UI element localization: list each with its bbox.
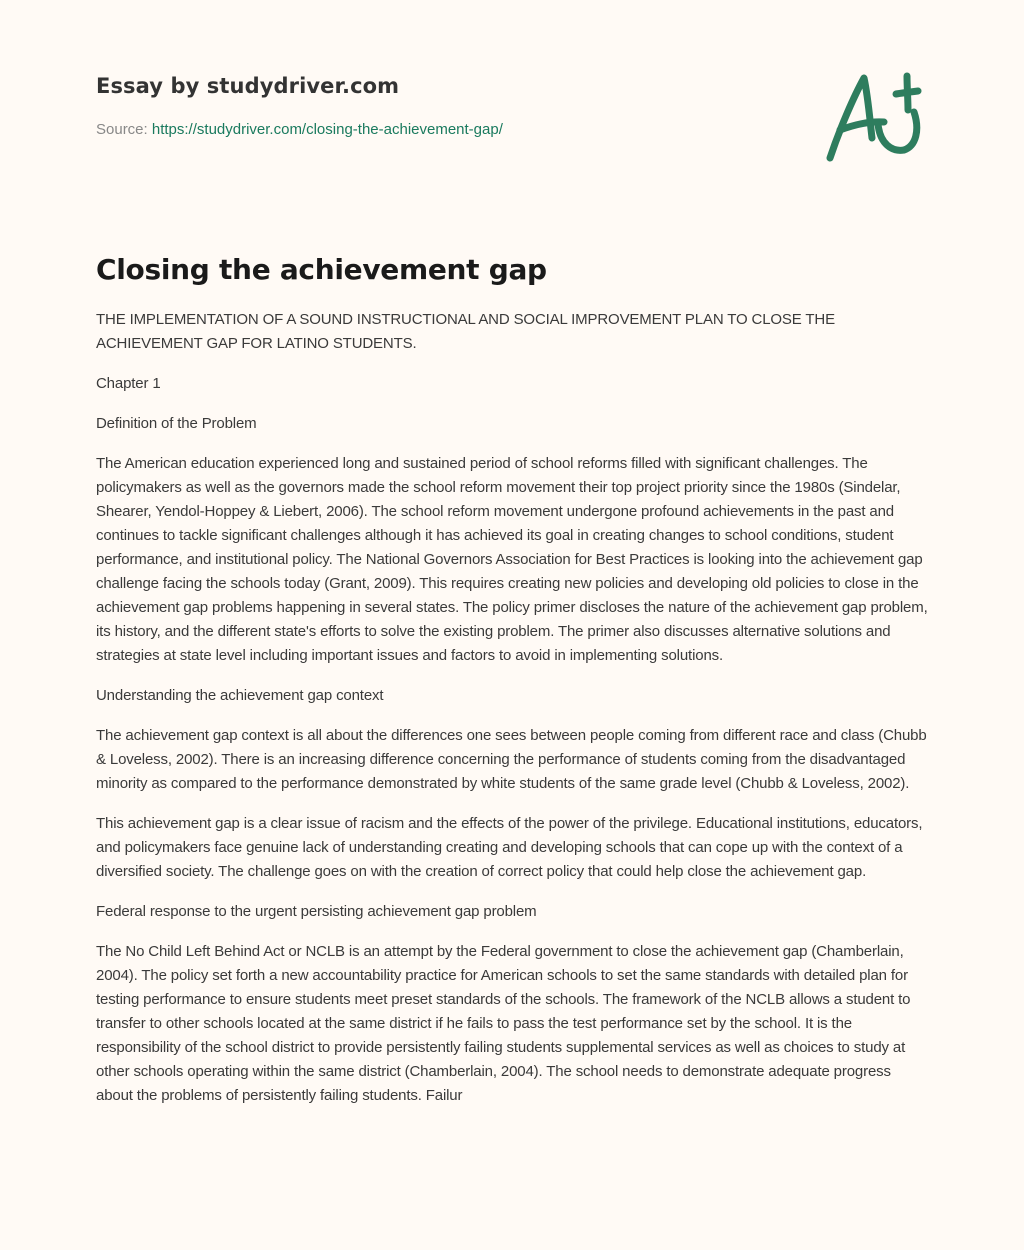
section-heading: Understanding the achievement gap context [96, 687, 384, 704]
a-plus-grade-icon [818, 66, 933, 166]
chapter-heading: Chapter 1 [96, 375, 161, 392]
page-header [96, 74, 796, 138]
source-link[interactable]: https://studydriver.com/closing-the-achievement-gap/ [151, 121, 503, 138]
body-paragraph: The No Child Left Behind Act or NCLB is an attempt by the Federal government to close the achievement gap (Chamberlain, 2004). The policy set forth a new accountability practice for American schools to set the same standards with detailed plan for testing performance to ensure students meet preset standards of the schools. The framework of the NCLB allows a student to transfer to other schools located at the same district if he fails to pass the test performance set by the school. It is the responsibility of the school district to provide persistently failing students supplemental services as well as choices to study at other schools operating within the same district (Chamberlain, 2004). The school needs to demonstrate adequate progress about the problems of persistently failing students. Failur [96, 943, 911, 1104]
body-paragraph: The American education experienced long and sustained period of school reforms filled with significant challenges. The policymakers as well as the governors made the school reform movement their top project priority since the 1980s (Sindelar, Shearer, Yendol-Hoppey & Liebert, 2006). The school reform movement undergone profound achievements in the past and continues to tackle significant challenges although it has achieved its goal in creating changes to school conditions, student performance, and institutional policy. The National Governors Association for Best Practices is looking into the achievement gap challenge facing the schools today (Grant, 2009). This requires creating new policies and developing old policies to close in the achievement gap problems happening in several states. The policy primer discloses the nature of the achievement gap problem, its history, and the different state's efforts to solve the existing problem. The primer also discusses alternative solutions and strategies at state level including important issues and factors to avoid in implementing solutions. [96, 455, 928, 664]
brand-title: Essay by studydriver.com [96, 74, 400, 98]
essay-title: Closing the achievement gap [96, 253, 547, 286]
body-paragraph: The achievement gap context is all about the differences one sees between people coming from different race and class (Chubb & Loveless, 2002). There is an increasing difference concerning the performance of students coming from the disadvantaged minority as compared to the performance demonstrated by white students of the same grade level (Chubb & Loveless, 2002). [96, 727, 927, 792]
section-heading: Definition of the Problem [96, 415, 257, 432]
source-label: Source: [96, 121, 148, 138]
subtitle-paragraph: THE IMPLEMENTATION OF A SOUND INSTRUCTIONAL AND SOCIAL IMPROVEMENT PLAN TO CLOSE THE ACHIEVEMENT GAP FOR LATINO STUDENTS. [96, 311, 835, 352]
body-paragraph: This achievement gap is a clear issue of racism and the effects of the power of the privilege. Educational institutions, educators, and policymakers face genuine lack of understanding creating and developing schools that can cope up with the context of a diversified society. The challenge goes on with the creation of correct policy that could help close the achievement gap. [96, 815, 923, 880]
essay-content [96, 253, 928, 1124]
source-line [96, 121, 796, 138]
section-heading: Federal response to the urgent persisting achievement gap problem [96, 903, 537, 920]
